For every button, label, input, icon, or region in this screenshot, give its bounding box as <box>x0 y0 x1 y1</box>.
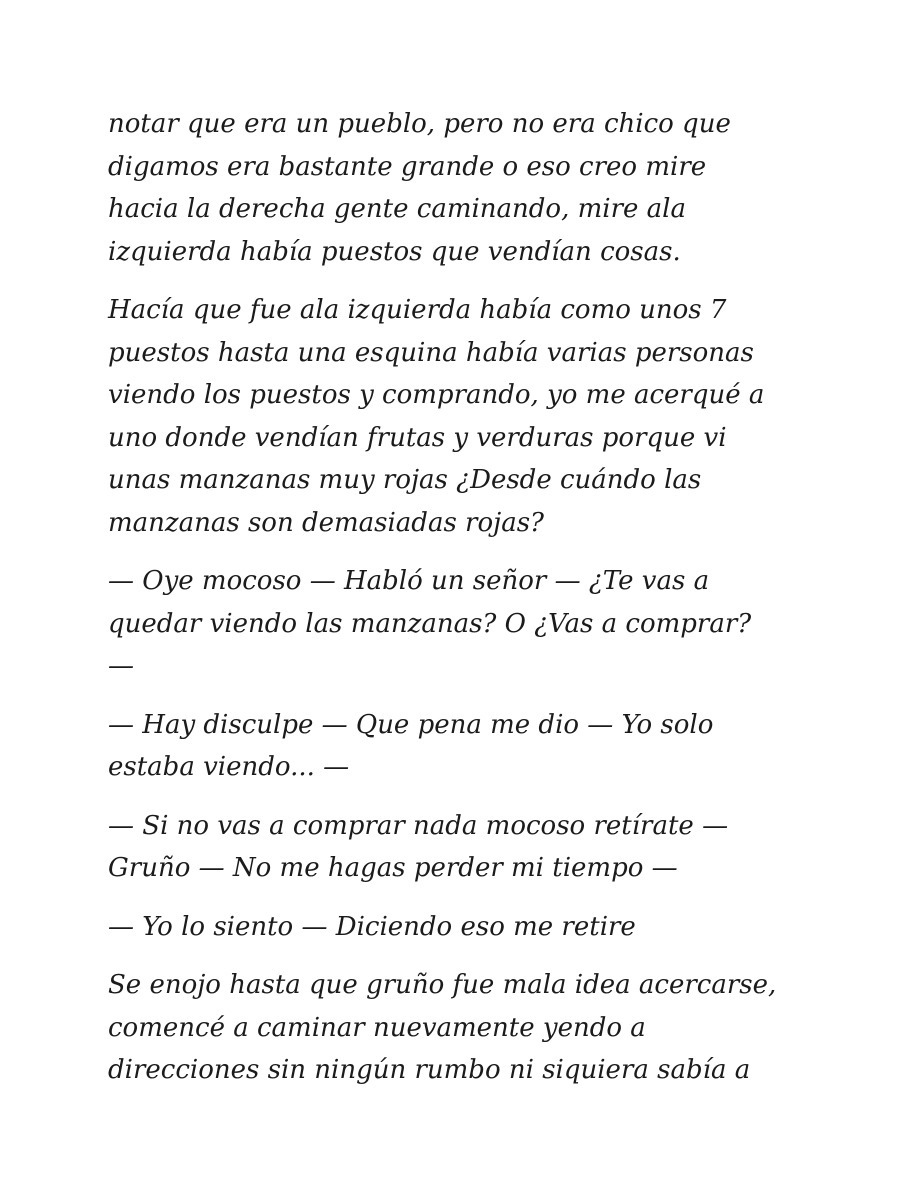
text-line: comencé a caminar nuevamente yendo a <box>108 1012 646 1043</box>
text-line: Hacía que fue ala izquierda había como unos 7 <box>108 295 727 325</box>
text-line: — Si no vas a comprar nada mocoso retírate — <box>108 810 729 841</box>
dialogue-paragraph <box>108 805 808 890</box>
text-line: digamos era bastante grande o eso creo mire <box>108 151 707 182</box>
text-line: Gruño — No me hagas perder mi tiempo — <box>108 853 678 883</box>
dialogue-paragraph <box>108 560 808 688</box>
text-line: izquierda había puestos que vendían cosas. <box>108 236 681 267</box>
paragraph <box>108 964 808 1092</box>
text-line: viendo los puestos y comprando, yo me acerqué a <box>108 380 765 410</box>
text-line: — Hay disculpe — Que pena me dio — Yo solo <box>108 709 714 740</box>
document-page <box>108 103 808 1108</box>
text-line: uno donde vendían frutas y verduras porque vi <box>108 422 727 453</box>
text-line: quedar viendo las manzanas? O ¿Vas a comprar? <box>108 608 752 639</box>
paragraph <box>108 289 808 544</box>
paragraph <box>108 103 808 273</box>
text-line: — <box>108 651 134 681</box>
text-line: estaba viendo... — <box>108 752 350 782</box>
text-line: manzanas son demasiadas rojas? <box>108 507 544 538</box>
dialogue-paragraph <box>108 906 808 949</box>
text-line: — Oye mocoso — Habló un señor — ¿Te vas a <box>108 566 710 596</box>
text-line: unas manzanas muy rojas ¿Desde cuándo las <box>108 465 702 495</box>
dialogue-paragraph <box>108 704 808 789</box>
text-line: direcciones sin ningún rumbo ni siquiera sabía a <box>108 1055 751 1085</box>
text-line: notar que era un pueblo, pero no era chico que <box>108 109 731 139</box>
text-line: puestos hasta una esquina había varias personas <box>108 337 754 368</box>
text-line: — Yo lo siento — Diciendo eso me retire <box>108 911 636 942</box>
text-line: hacia la derecha gente caminando, mire ala <box>108 194 686 224</box>
text-line: Se enojo hasta que gruño fue mala idea acercarse, <box>108 970 777 1000</box>
